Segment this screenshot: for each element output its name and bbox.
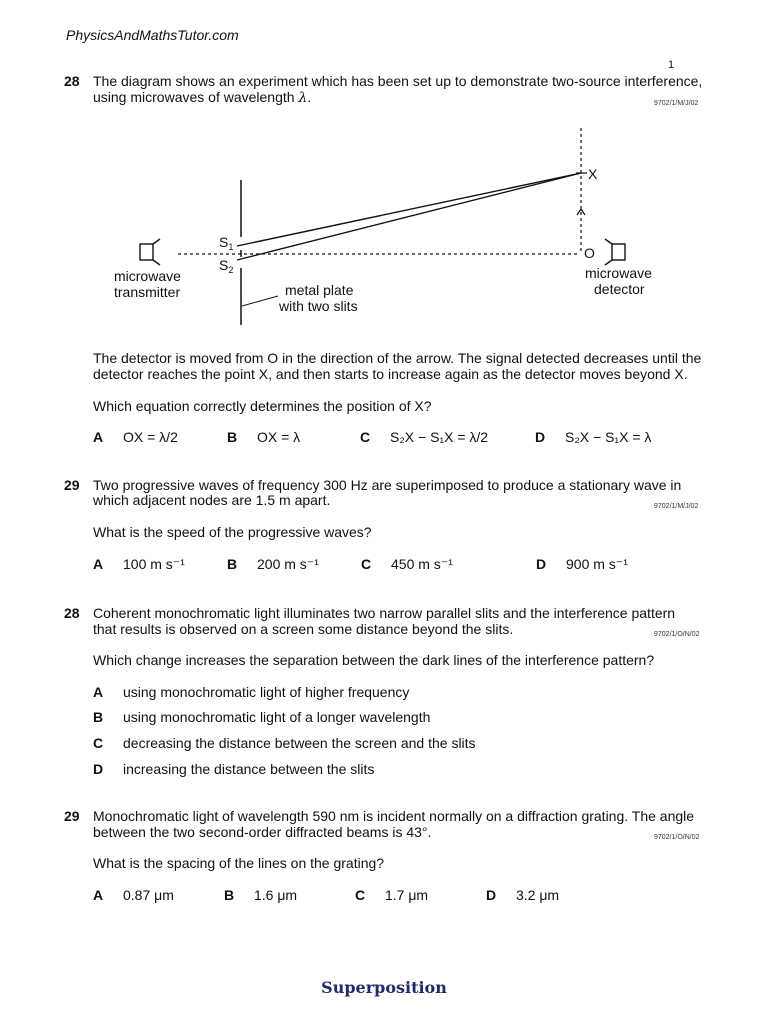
label-plate-line2: with two slits [279, 298, 358, 314]
option-d-label: D [535, 429, 546, 445]
question-line2: which adjacent nodes are 1.5 m apart. [93, 492, 331, 508]
question-line1: Coherent monochromatic light illuminates two narrow parallel slits and the interference pattern [93, 605, 676, 621]
label-s1: $S_1$ [219, 234, 234, 252]
label-s2: $S_2$ [219, 257, 234, 275]
question-prompt: What is the speed of the progressive waves? [93, 524, 372, 540]
option-c-label: C [355, 887, 366, 903]
lambda-symbol: λ [298, 90, 308, 106]
option-c-label: C [93, 735, 104, 751]
question-number: 28 [64, 605, 80, 621]
option-a-text: using monochromatic light of higher frequency [123, 684, 410, 700]
label-detector-line1: microwave [585, 265, 652, 281]
plate-pointer-line [242, 296, 278, 306]
question-reference: 9702/1/O/N/02 [654, 631, 700, 638]
question-reference: 9702/1/M/J/02 [654, 503, 699, 510]
option-c-label: C [361, 556, 372, 572]
option-b-label: B [227, 429, 238, 445]
option-d-text: S₂X − S₁X = λ [565, 429, 652, 445]
ray-s1 [237, 173, 581, 246]
question-text: The diagram shows an experiment which has been set up to demonstrate two-source interference, using microwaves of wavelength λ. [93, 73, 703, 106]
label-plate-line1: metal plate [285, 282, 354, 298]
label-transmitter-line1: microwave [114, 268, 181, 284]
option-c-text: 450 m s⁻¹ [391, 556, 453, 572]
ray-s2 [237, 173, 581, 260]
question-line1: Two progressive waves of frequency 300 Hz are superimposed to produce a stationary wave in [93, 477, 682, 493]
page-number: 1 [668, 59, 675, 71]
option-b-label: B [93, 709, 104, 725]
option-c-label: C [360, 429, 371, 445]
option-b-text: 1.6 μm [254, 887, 298, 903]
option-b-text: using monochromatic light of a longer wavelength [123, 709, 431, 725]
label-o: O [584, 245, 595, 261]
interference-diagram [100, 120, 640, 330]
question-line2: that results is observed on a screen some distance beyond the slits. [93, 621, 514, 637]
question-prompt: What is the spacing of the lines on the grating? [93, 855, 385, 871]
option-a-label: A [93, 556, 104, 572]
question-number: 29 [64, 477, 80, 493]
detector-icon [605, 239, 625, 265]
transmitter-icon [140, 239, 160, 265]
site-name: PhysicsAndMathsTutor.com [66, 27, 239, 43]
question-prompt: Which change increases the separation between the dark lines of the interference pattern? [93, 652, 655, 668]
option-d-text: 3.2 μm [516, 887, 560, 903]
question-reference: 9702/1/M/J/02 [654, 100, 699, 107]
option-a-text: 100 m s⁻¹ [123, 556, 185, 572]
option-b-text: 200 m s⁻¹ [257, 556, 319, 572]
option-c-text: decreasing the distance between the screen and the slits [123, 735, 476, 751]
option-a-label: A [93, 887, 104, 903]
option-b-label: B [224, 887, 235, 903]
option-b-text: OX = λ [257, 429, 301, 445]
option-b-label: B [227, 556, 238, 572]
question-stem: The diagram shows an experiment which has been set up to demonstrate two-source interference, using microwaves of wavelength [93, 73, 703, 105]
question-line1: Monochromatic light of wavelength 590 nm is incident normally on a diffraction grating. The angle [93, 808, 695, 824]
question-line2: between the two second-order diffracted beams is 43°. [93, 824, 432, 840]
option-c-text: S₂X − S₁X = λ/2 [390, 429, 489, 445]
label-detector-line2: detector [594, 281, 645, 297]
option-d-label: D [93, 761, 104, 777]
option-d-label: D [536, 556, 547, 572]
option-a-text: 0.87 μm [123, 887, 174, 903]
question-reference: 9702/1/O/N/02 [654, 834, 700, 841]
question-number: 29 [64, 808, 80, 824]
option-d-label: D [486, 887, 497, 903]
question-prompt: Which equation correctly determines the position of X? [93, 398, 432, 414]
option-d-text: increasing the distance between the slits [123, 761, 375, 777]
label-transmitter-line2: transmitter [114, 284, 181, 300]
option-a-text: OX = λ/2 [123, 429, 178, 445]
option-a-label: A [93, 429, 104, 445]
option-a-label: A [93, 684, 104, 700]
option-d-text: 900 m s⁻¹ [566, 556, 628, 572]
footer-title: Superposition [321, 978, 447, 997]
question-number: 28 [64, 73, 80, 89]
question-paragraph: The detector is moved from O in the direction of the arrow. The signal detected decreases until the detector reaches the point X, and then starts to increase again as the detector moves beyond X. [93, 350, 702, 382]
option-c-text: 1.7 μm [385, 887, 429, 903]
label-x: X [588, 166, 598, 182]
